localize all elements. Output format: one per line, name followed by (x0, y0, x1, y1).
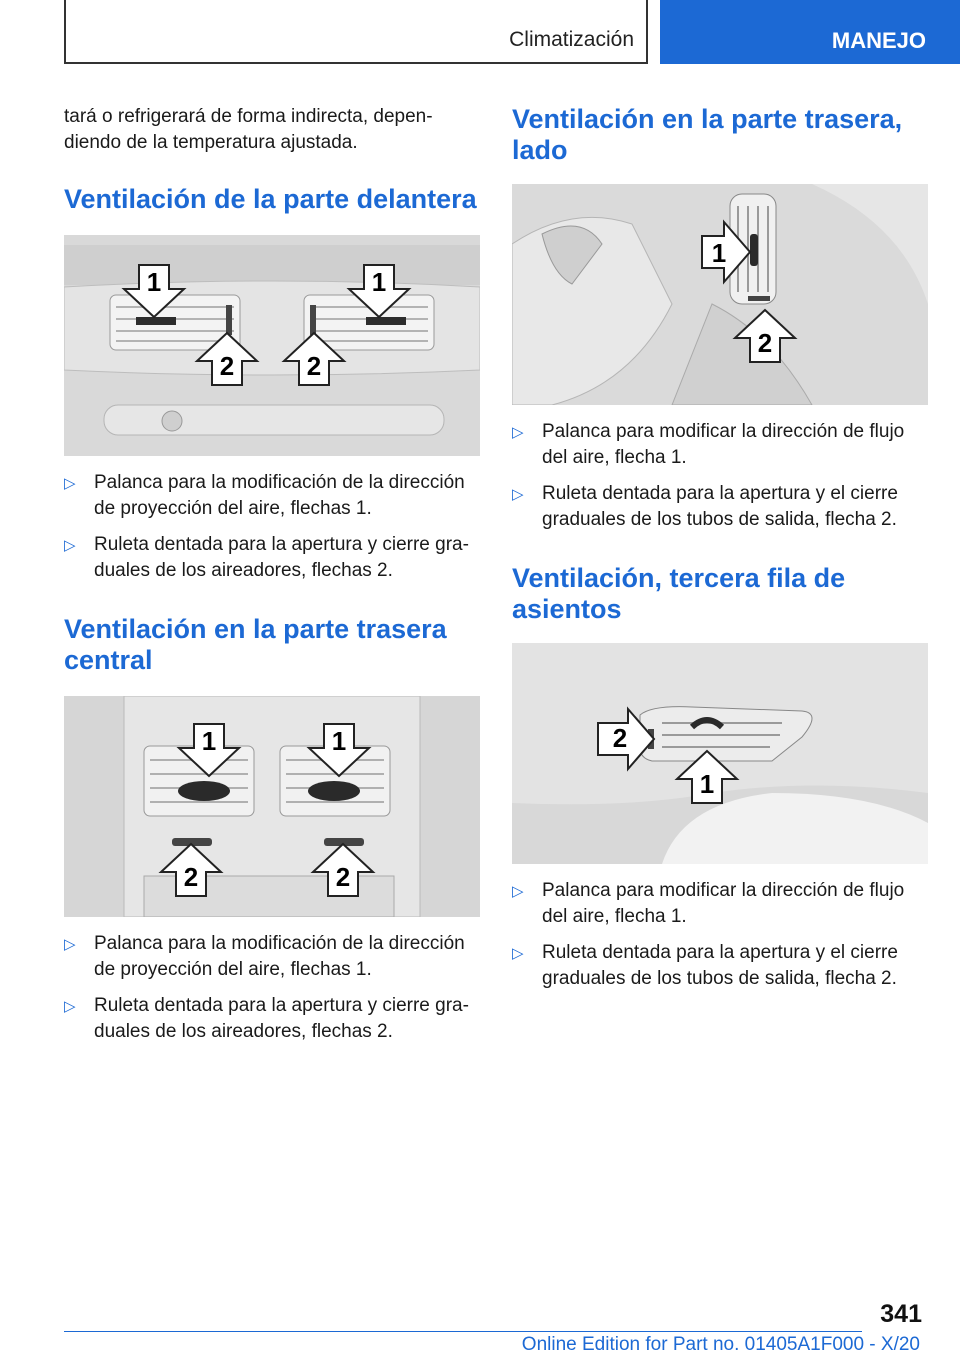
arrow-label-2: 2 (757, 328, 773, 358)
bullet-triangle-icon: ▷ (512, 486, 524, 503)
header-chapter-tab[interactable]: MANEJO (660, 0, 960, 64)
footer-divider (64, 1331, 862, 1332)
rear-side-vents-list (512, 419, 928, 533)
arrow-label-1: 1 (371, 267, 387, 297)
arrow-label-1: 1 (201, 726, 217, 756)
figure-rear-side-vents (512, 184, 928, 405)
bullet-triangle-icon: ▷ (512, 945, 524, 962)
list-item: ▷ Palanca para la modificación de la dirección de proyección del aire, flechas 1. (64, 472, 465, 519)
rear-center-vents-list (64, 931, 480, 1045)
list-item: ▷ Palanca para la modificación de la dirección de proyección del aire, flechas 1. (64, 933, 465, 980)
section-heading-front-vents: Ventilación de la parte delantera (64, 184, 477, 214)
arrow-label-2: 2 (219, 351, 235, 381)
page-number: 341 (880, 1300, 922, 1328)
section-heading-third-row-vents: Ventilación, tercera fila de asientos (512, 563, 846, 624)
header-section-title: Climatización (509, 28, 634, 51)
section-heading-rear-center-vents: Ventilación en la parte trasera central (64, 614, 447, 675)
list-item: ▷ Ruleta dentada para la apertura y cierre gra-duales de los aireadores, flechas 2. (64, 995, 469, 1042)
right-column (512, 104, 928, 1002)
arrow-label-1: 1 (146, 267, 162, 297)
bullet-triangle-icon: ▷ (64, 998, 76, 1015)
bullet-triangle-icon: ▷ (64, 475, 76, 492)
figure-front-vents (64, 235, 480, 456)
intro-paragraph: tará o refrigerará de forma indirecta, depen-diendo de la temperatura ajustada. (64, 106, 433, 153)
bullet-triangle-icon: ▷ (64, 936, 76, 953)
arrow-label-1: 1 (699, 769, 715, 799)
list-item: ▷ Palanca para modificar la dirección de flujo del aire, flecha 1. (512, 421, 905, 468)
list-item: ▷ Palanca para modificar la dirección de flujo del aire, flecha 1. (512, 880, 905, 927)
list-item: ▷ Ruleta dentada para la apertura y cierre gra-duales de los aireadores, flechas 2. (64, 534, 469, 581)
bullet-triangle-icon: ▷ (512, 883, 524, 900)
left-column (64, 104, 480, 1055)
footer-edition-text: Online Edition for Part no. 01405A1F000 - X/20 (521, 1334, 920, 1355)
front-vents-list (64, 470, 480, 584)
bullet-triangle-icon: ▷ (64, 537, 76, 554)
arrow-label-2: 2 (306, 351, 322, 381)
arrow-label-2: 2 (335, 862, 351, 892)
arrow-label-2: 2 (612, 723, 628, 753)
third-row-vents-list (512, 878, 928, 992)
figure-third-row-vents (512, 643, 928, 864)
section-heading-rear-side-vents: Ventilación en la parte trasera, lado (512, 104, 903, 165)
list-item: ▷ Ruleta dentada para la apertura y el cierre graduales de los tubos de salida, flecha 2. (512, 483, 898, 530)
list-item: ▷ Ruleta dentada para la apertura y el cierre graduales de los tubos de salida, flecha 2. (512, 942, 898, 989)
arrow-label-1: 1 (711, 238, 727, 268)
arrow-label-2: 2 (183, 862, 199, 892)
arrow-label-1: 1 (331, 726, 347, 756)
bullet-triangle-icon: ▷ (512, 424, 524, 441)
figure-rear-center-vents (64, 696, 480, 917)
